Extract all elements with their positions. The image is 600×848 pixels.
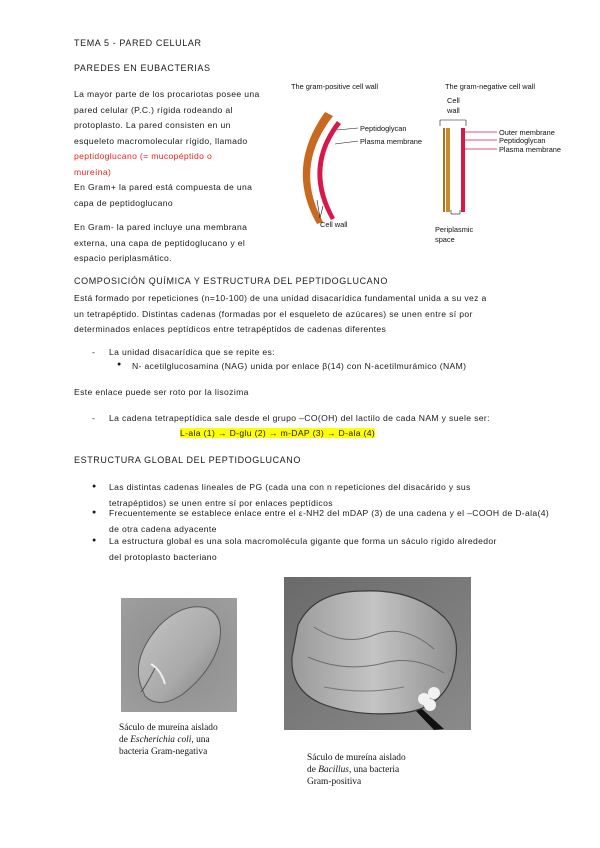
text-line: del protoplasto bacteriano — [109, 551, 217, 562]
leader-line — [335, 141, 358, 144]
leader-line — [320, 206, 323, 218]
text-line: capa de peptidoglucano — [74, 197, 173, 208]
particle — [428, 687, 440, 699]
composicion-paragraph — [74, 291, 534, 338]
label-periplasmic: Periplasmic — [435, 225, 474, 234]
text-line: Las distintas cadenas lineales de PG (cada una con n repeticiones del disacárido y sus — [109, 482, 471, 492]
ecoli-sacculus-micrograph — [121, 598, 237, 712]
bullet-dot-icon: ● — [92, 537, 97, 544]
section-heading-estructura: ESTRUCTURA GLOBAL DEL PEPTIDOGLUCANO — [74, 455, 301, 465]
particle — [424, 699, 436, 711]
text-line: Frecuentemente se establece enlace entre el ε-NH2 del mDAP (3) de una cadena y el –COOH de D-ala(4) — [109, 508, 550, 518]
text-line: En Gram+ la pared está compuesta de una — [74, 182, 253, 192]
cell-wall-diagram — [285, 72, 585, 252]
caption-text: , una — [191, 735, 210, 745]
label-cell: Cell — [447, 96, 460, 105]
caption-text: de — [119, 735, 131, 745]
text-line: de otra cadena adyacente — [109, 523, 217, 534]
caption-ecoli — [119, 722, 218, 758]
caption-line: Sáculo de mureína aislado — [307, 753, 406, 763]
label-outer-membrane: Outer membrane — [499, 128, 555, 137]
dash-item-disacarido: La unidad disacarídica que se repite es: — [109, 347, 275, 357]
label-cell-wall: Cell wall — [320, 220, 348, 229]
caption-bacillus — [307, 752, 406, 788]
gram-neg-paragraph — [74, 220, 284, 267]
species-name: Escherichia coli — [130, 735, 192, 745]
outer-membrane-bar — [443, 128, 445, 212]
tetrapeptide-chain — [180, 426, 375, 442]
text-line: La mayor parte de los procariotas posee una — [74, 89, 260, 99]
text-line: externa, una capa de peptidoglucano y el — [74, 237, 246, 248]
gram-pos-paragraph — [74, 180, 284, 211]
sub-bullet-nag: N- acetilglucosamina (NAG) unida por enlace β(14) con N-acetilmurámico (NAM) — [132, 361, 467, 371]
peptidoglycan-bar — [446, 128, 450, 212]
caption-text: , una bacteria — [348, 765, 400, 775]
doc-title: TEMA 5 - PARED CELULAR — [74, 38, 202, 48]
label-plasma-membrane-neg: Plasma membrane — [499, 145, 562, 154]
text-line: La estructura global es una sola macromolécula gigante que forma un sáculo rígido alrededor — [109, 536, 497, 546]
bullet-item — [109, 534, 549, 565]
label-wall: wall — [447, 106, 460, 115]
highlighted-chain: L-ala (1) → D-glu (2) → m-DAP (3) → D-ala (4) — [180, 428, 376, 438]
text-line: espacio periplasmático. — [74, 253, 172, 263]
dash-item-tetrapeptido: La cadena tetrapeptídica sale desde el grupo –CO(OH) del lactilo de cada NAM y suele ser: — [109, 413, 490, 423]
intro-paragraph — [74, 87, 284, 180]
bullet-item — [109, 506, 569, 537]
text-line: protoplasto. La pared consisten en un — [74, 120, 231, 130]
bullet-dot-icon: ● — [117, 361, 122, 368]
dash-bullet-icon: - — [92, 347, 96, 357]
bullet-dot-icon: ● — [92, 483, 97, 490]
label-space: space — [435, 235, 455, 244]
caption-line — [119, 734, 218, 746]
leader-line — [337, 128, 358, 130]
dash-bullet-icon: - — [92, 413, 96, 423]
highlight-term: peptidoglucano (= mucopéptido o — [74, 151, 213, 161]
gram-pos-membrane-arc — [317, 121, 341, 220]
label-plasma-membrane: Plasma membrane — [360, 137, 423, 146]
text-line: esqueleto macromolecular rígido, llamado — [74, 135, 248, 146]
species-name: Bacillus — [318, 765, 349, 775]
caption-line: bacteria Gram-negativa — [119, 747, 208, 757]
caption-line: Gram-positiva — [307, 777, 362, 787]
section-heading-paredes: PAREDES EN EUBACTERIAS — [74, 63, 211, 73]
text-line: Está formado por repeticiones (n=10-100) de una unidad disacarídica fundamental unida a su vez a — [74, 293, 487, 303]
bacillus-sacculus-micrograph — [284, 577, 471, 730]
label-peptidoglycan: Peptidoglycan — [360, 124, 407, 133]
text-line: un tetrapéptido. Distintas cadenas (formadas por el esqueleto de azúcares) se unen entre sí por — [74, 308, 473, 319]
caption-text: de — [307, 765, 319, 775]
lisozima-line: Este enlace puede ser roto por la lisozima — [74, 387, 249, 397]
section-heading-composicion: COMPOSICIÓN QUÍMICA Y ESTRUCTURA DEL PEPTIDOGLUCANO — [74, 276, 388, 286]
plasma-membrane-bar — [461, 128, 465, 212]
text-line: pared celular (P.C.) rígida rodeando al — [74, 104, 233, 115]
caption-line — [307, 764, 406, 776]
text-line: En Gram- la pared incluye una membrana — [74, 222, 248, 232]
gram-negative-title: The gram-negative cell wall — [445, 82, 535, 91]
gram-positive-title: The gram-positive cell wall — [291, 82, 379, 91]
bullet-dot-icon: ● — [92, 509, 97, 516]
text-line: determinados enlaces peptídicos entre tetrapéptidos de cadenas diferentes — [74, 324, 387, 334]
text-line: tetrapéptidos) se unen entre sí por enlaces peptídicos — [109, 497, 333, 508]
caption-line: Sáculo de mureína aislado — [119, 723, 218, 733]
label-peptidoglycan-neg: Peptidoglycan — [499, 136, 546, 145]
highlight-term: mureína) — [74, 166, 112, 177]
